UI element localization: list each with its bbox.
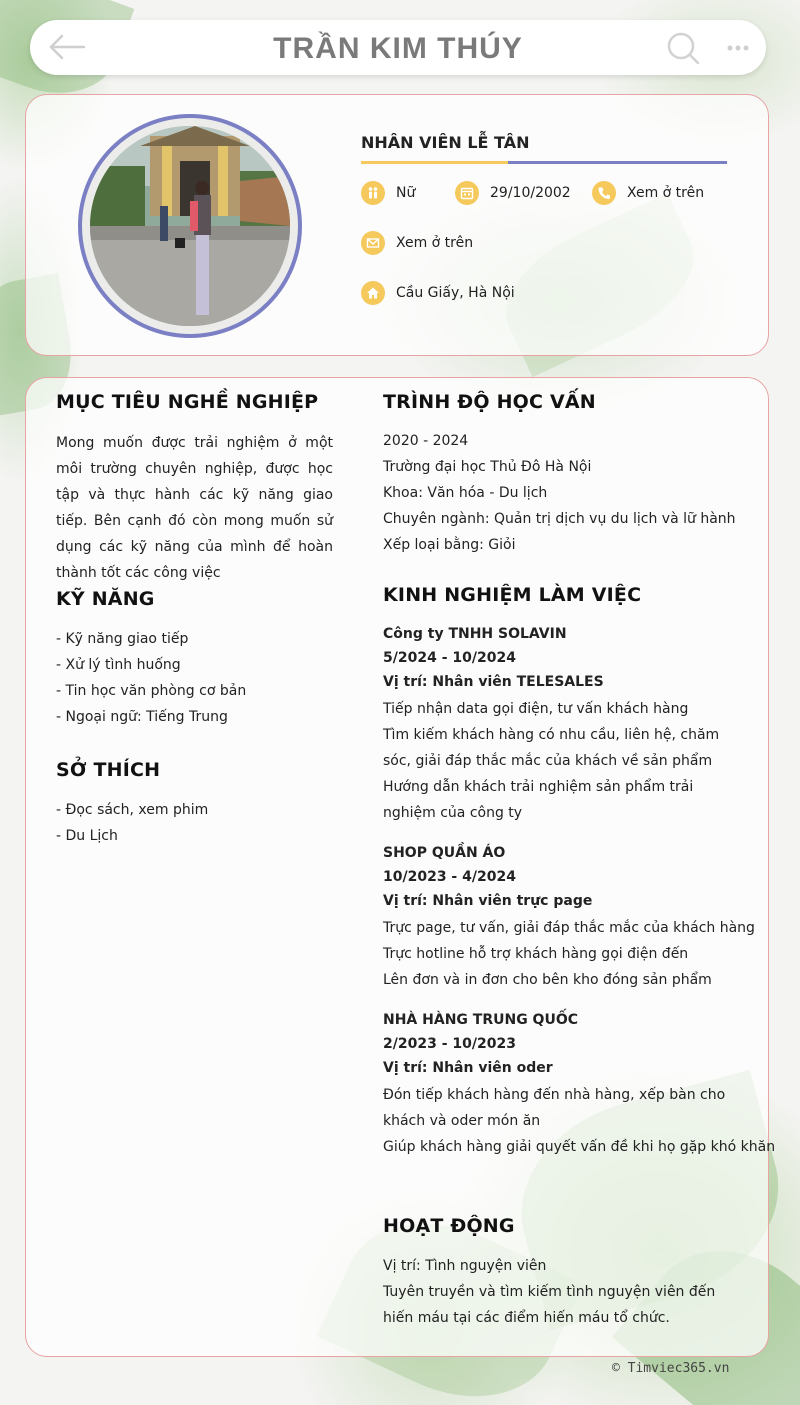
experience-heading: KINH NGHIỆM LÀM VIỆC (383, 584, 642, 606)
job-entry (383, 1008, 743, 1080)
job-entry (383, 622, 743, 694)
education-grade: Xếp loại bằng: Giỏi (383, 537, 516, 553)
email-value: Xem ở trên (396, 235, 474, 251)
job-position: Vị trí: Nhân viên trực page (383, 893, 593, 909)
job-tasks (383, 1082, 776, 1160)
job-task: Tiếp nhận data gọi điện, tư vấn khách hàng (383, 701, 689, 717)
phone-info (592, 181, 704, 205)
education-faculty: Khoa: Văn hóa - Du lịch (383, 485, 548, 501)
job-task: Đón tiếp khách hàng đến nhà hàng, xếp bàn cho khách và oder món ăn (383, 1087, 726, 1129)
activity-position: Vị trí: Tình nguyện viên (383, 1258, 547, 1274)
job-company: Công ty TNHH SOLAVIN (383, 626, 567, 642)
job-entry (383, 841, 743, 913)
list-item: - Du Lịch (56, 828, 118, 844)
job-position: Vị trí: Nhân viên TELESALES (383, 674, 604, 690)
search-icon[interactable] (666, 31, 700, 65)
address-value: Cầu Giấy, Hà Nội (396, 285, 515, 301)
job-task: Trực page, tư vấn, giải đáp thắc mắc của khách hàng (383, 920, 755, 936)
calendar-icon (455, 181, 479, 205)
birthdate-info (455, 181, 571, 205)
phone-value: Xem ở trên (627, 185, 705, 201)
gender-value: Nữ (396, 185, 416, 201)
job-title: NHÂN VIÊN LỄ TÂN (361, 133, 530, 152)
skills-list (56, 626, 333, 730)
profile-photo (90, 126, 290, 326)
more-horizontal-icon[interactable] (726, 44, 750, 52)
job-period: 10/2023 - 4/2024 (383, 869, 516, 885)
job-period: 2/2023 - 10/2023 (383, 1036, 516, 1052)
profile-card (25, 94, 769, 356)
email-icon (361, 231, 385, 255)
job-title-underline (361, 161, 727, 164)
education-period: 2020 - 2024 (383, 433, 469, 449)
home-icon (361, 281, 385, 305)
education-school: Trường đại học Thủ Đô Hà Nội (383, 459, 592, 475)
activities-details (383, 1253, 743, 1331)
hobbies-list (56, 797, 333, 849)
job-task: Hướng dẫn khách trải nghiệm sản phẩm trải nghiệm của công ty (383, 779, 694, 821)
job-period: 5/2024 - 10/2024 (383, 650, 516, 666)
objective-heading: MỤC TIÊU NGHỀ NGHIỆP (56, 391, 319, 413)
list-item: - Kỹ năng giao tiếp (56, 631, 189, 647)
job-task: Lên đơn và in đơn cho bên kho đóng sản phẩm (383, 972, 712, 988)
job-tasks (383, 915, 755, 993)
list-item: - Ngoại ngữ: Tiếng Trung (56, 709, 228, 725)
job-tasks (383, 696, 743, 826)
activity-text: Tuyên truyền và tìm kiếm tình nguyện viên đến hiến máu tại các điểm hiến máu tổ chức. (383, 1284, 716, 1326)
phone-icon (592, 181, 616, 205)
job-company: NHÀ HÀNG TRUNG QUỐC (383, 1012, 579, 1028)
content-card (25, 377, 776, 1357)
education-details (383, 428, 743, 558)
education-major: Chuyên ngành: Quản trị dịch vụ du lịch và lữ hành (383, 511, 736, 527)
list-item: - Đọc sách, xem phim (56, 802, 209, 818)
gender-icon (361, 181, 385, 205)
list-item: - Tin học văn phòng cơ bản (56, 683, 247, 699)
skills-heading: KỸ NĂNG (56, 588, 155, 610)
list-item: - Xử lý tình huống (56, 657, 181, 673)
gender-info (361, 181, 415, 205)
avatar (90, 126, 290, 326)
header-bar (30, 20, 766, 75)
address-info (361, 281, 515, 305)
hobbies-heading: SỞ THÍCH (56, 759, 161, 781)
education-heading: TRÌNH ĐỘ HỌC VẤN (383, 391, 596, 413)
avatar-frame (78, 114, 302, 338)
objective-text: Mong muốn được trải nghiệm ở một môi trường chuyên nghiệp, được học tập và thực hành các kỹ năng giao tiếp. Bên cạnh đó còn mong muốn sử dụng các kỹ năng của mình để hoàn thành tốt các công việc (56, 435, 333, 581)
copyright-text: © Timviec365.vn (612, 1361, 730, 1376)
page-title: TRẦN KIM THÚY (273, 32, 523, 65)
job-position: Vị trí: Nhân viên oder (383, 1060, 553, 1076)
job-company: SHOP QUẦN ÁO (383, 845, 506, 861)
birthdate-value: 29/10/2002 (490, 185, 571, 201)
activities-heading: HOẠT ĐỘNG (383, 1215, 515, 1237)
job-task: Giúp khách hàng giải quyết vấn đề khi họ gặp khó khăn (383, 1139, 776, 1155)
email-info (361, 231, 473, 255)
job-task: Trực hotline hỗ trợ khách hàng gọi điện đến (383, 946, 689, 962)
job-task: Tìm kiếm khách hàng có nhu cầu, liên hệ, chăm sóc, giải đáp thắc mắc của khách về sản phẩm (383, 727, 720, 769)
